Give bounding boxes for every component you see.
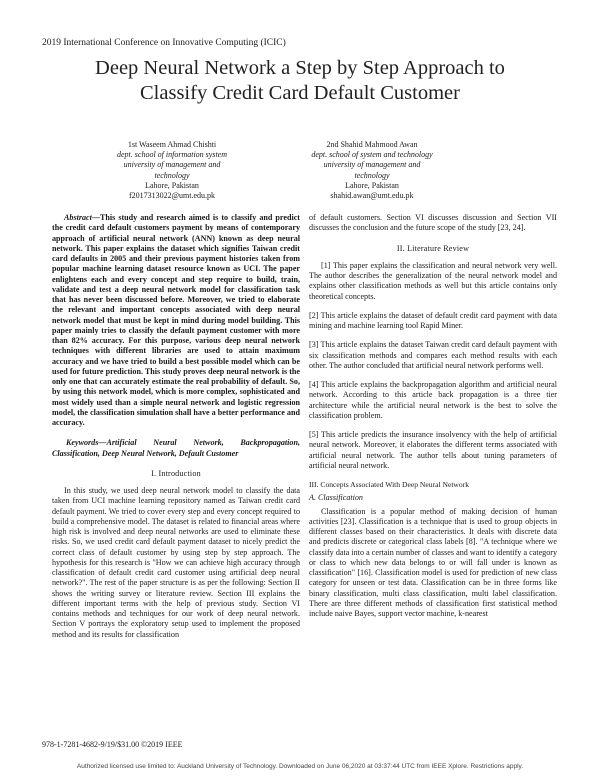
author-affiliation: university of management and bbox=[123, 160, 221, 170]
author-name: 2nd Shahid Mahmood Awan bbox=[326, 140, 418, 149]
introduction-text: In this study, we used deep neural network model to classify the data taken from UCI machine learning repository named as Taiwan credit card default payment. We tried to cover every step and every concept required to build a comprehensive model. The dataset is related to financial areas where high risk is involved and deep neural networks are used to eliminate these risks. So, we used credit card default payment dataset to nicely predict the correct class of default customer by using step by step approach. The hypothesis for this research is "How we can achieve high accuracy through classification of default credit card customer using artificial deep neural network?". The rest of the paper structure is as per the following: Section II shows the writing survey or literature review. Section III explains the different important terms with the help of previous study. Section VI contains methods and techniques for our work of deep neural network. Section V portrays the exploratory setup used to implement the proposed method and its results for classification bbox=[52, 486, 300, 639]
author-affiliation: dept. school of information system bbox=[117, 150, 227, 160]
subsection-heading-classification: A. Classification bbox=[309, 493, 363, 503]
author-affiliation: dept. school of system and technology bbox=[311, 150, 433, 160]
reference-paragraph: [2] This article explains the dataset of default credit card payment with data mining and machine learning tool Rapid Miner. bbox=[309, 310, 557, 330]
license-footer: Authorized licensed use limited to: Auckland University of Technology. Downloaded on June 06,2020 at 03:37:44 UTC from IEEE Xplore. Restrictions apply. bbox=[76, 763, 524, 770]
reference-paragraph: [3] This article explains the dataset Taiwan credit card default payment with six classification methods and compares each method results with each other. The author concluded that artificial neural network performs well. bbox=[309, 340, 557, 370]
section-heading-introduction: I. Introduction bbox=[151, 468, 201, 478]
section-heading-literature-review: II. Literature Review bbox=[396, 243, 470, 253]
author-email: shahid.awan@umt.edu.pk bbox=[330, 191, 414, 201]
reference-paragraph: [5] This article predicts the insurance insolvency with the help of artificial neural network. Moreover, it elaborates the different terms associated with artificial neural network. The author tells about tuning parameters of artificial neural network. bbox=[309, 430, 557, 470]
abstract-lead: Abstract bbox=[64, 213, 92, 222]
abstract bbox=[52, 213, 300, 428]
author-1 bbox=[72, 140, 272, 201]
left-column bbox=[52, 213, 300, 640]
keywords: Keywords—Artificial Neural Network, Backpropagation, Classification, Deep Neural Network, Default Customer bbox=[52, 438, 300, 458]
author-name: 1st Waseem Ahmad Chishti bbox=[127, 140, 217, 149]
right-column bbox=[309, 213, 557, 619]
paper-title bbox=[0, 56, 600, 106]
reference-paragraph: [4] This article explains the backpropagation algorithm and artificial neural network. According to this article back propagation is a three tier architecture while the artificial neural network is the best to solve the classification problem. bbox=[309, 380, 557, 420]
author-affiliation: technology bbox=[154, 170, 190, 180]
author-location: Lahore, Pakistan bbox=[345, 180, 399, 190]
isbn-footer: 978-1-7281-4682-9/19/$31.00 ©2019 IEEE bbox=[42, 740, 183, 749]
title-line-2: Classify Credit Card Default Customer bbox=[140, 82, 460, 104]
title-line-1: Deep Neural Network a Step by Step Approach to bbox=[95, 57, 505, 79]
section-heading-concepts: III. Concepts Associated With Deep Neural Network bbox=[309, 480, 470, 489]
reference-paragraph: [1] This paper explains the classification and neural network very well. The author describes the generalization of the neural network model and explains other classification methods as well but this article contains only theoretical concepts. bbox=[309, 260, 557, 301]
author-location: Lahore, Pakistan bbox=[145, 180, 199, 190]
classification-text: Classification is a popular method of making decision of human activities [23]. Classification is a technique that is used to group objects in different classes based on their characteristics. It deals with discrete data and predicts discrete or categorical class labels [8]. "A technique where we classify data into a certain number of classes and want to identify a category or class to which new data belongs to or will fall under is known as classification" [16]. Classification model is used for prediction of new class category for unseen or test data. Classification can be in three forms like binary classification, multi class classification, multi label classification. There are three different methods of classification first statistical method include naive Bayes, support vector machine, k-nearest bbox=[309, 506, 557, 618]
author-affiliation: university of management and bbox=[323, 160, 421, 170]
author-affiliation: technology bbox=[354, 170, 390, 180]
author-email: f2017313022@umt.edu.pk bbox=[128, 191, 216, 201]
introduction-continuation: of default customers. Section VI discusses discussion and Section VII discusses the conclusion and the future scope of the study [23, 24]. bbox=[309, 213, 557, 233]
abstract-text: —This study and research aimed is to classify and predict the credit card default customers payment by means of contemporary approach of artificial neural network (ANN) known as deep neural network. This paper explains the dataset which signifies Taiwan credit card defaults in 2005 and their previous payment histories taken from popular machine learning dataset resource known as UCI. The paper enlightens each and every concept and step require to build, train, validate and test a deep neural network model for classification task that has never been discussed before. Moreover, we tried to elaborate the relevant and important concepts associated with deep neural network model that must be kept in mind during model building. This paper mainly tries to classify the default payment customer with more than 82% accuracy. For this purpose, various deep neural network techniques with different libraries are used to attain maximum accuracy and we have tried to build a best possible model which can be used for future prediction. This study proves deep neural network is the only one that can accurately estimate the real probability of default. So, by using this network model, which is more complex, sophisticated and most widely used than a simple neural network and logistic regression model, the classification simulation shall have a better performance and accuracy. bbox=[52, 213, 300, 427]
author-2 bbox=[272, 140, 472, 201]
conference-header: 2019 International Conference on Innovative Computing (ICIC) bbox=[42, 38, 286, 48]
